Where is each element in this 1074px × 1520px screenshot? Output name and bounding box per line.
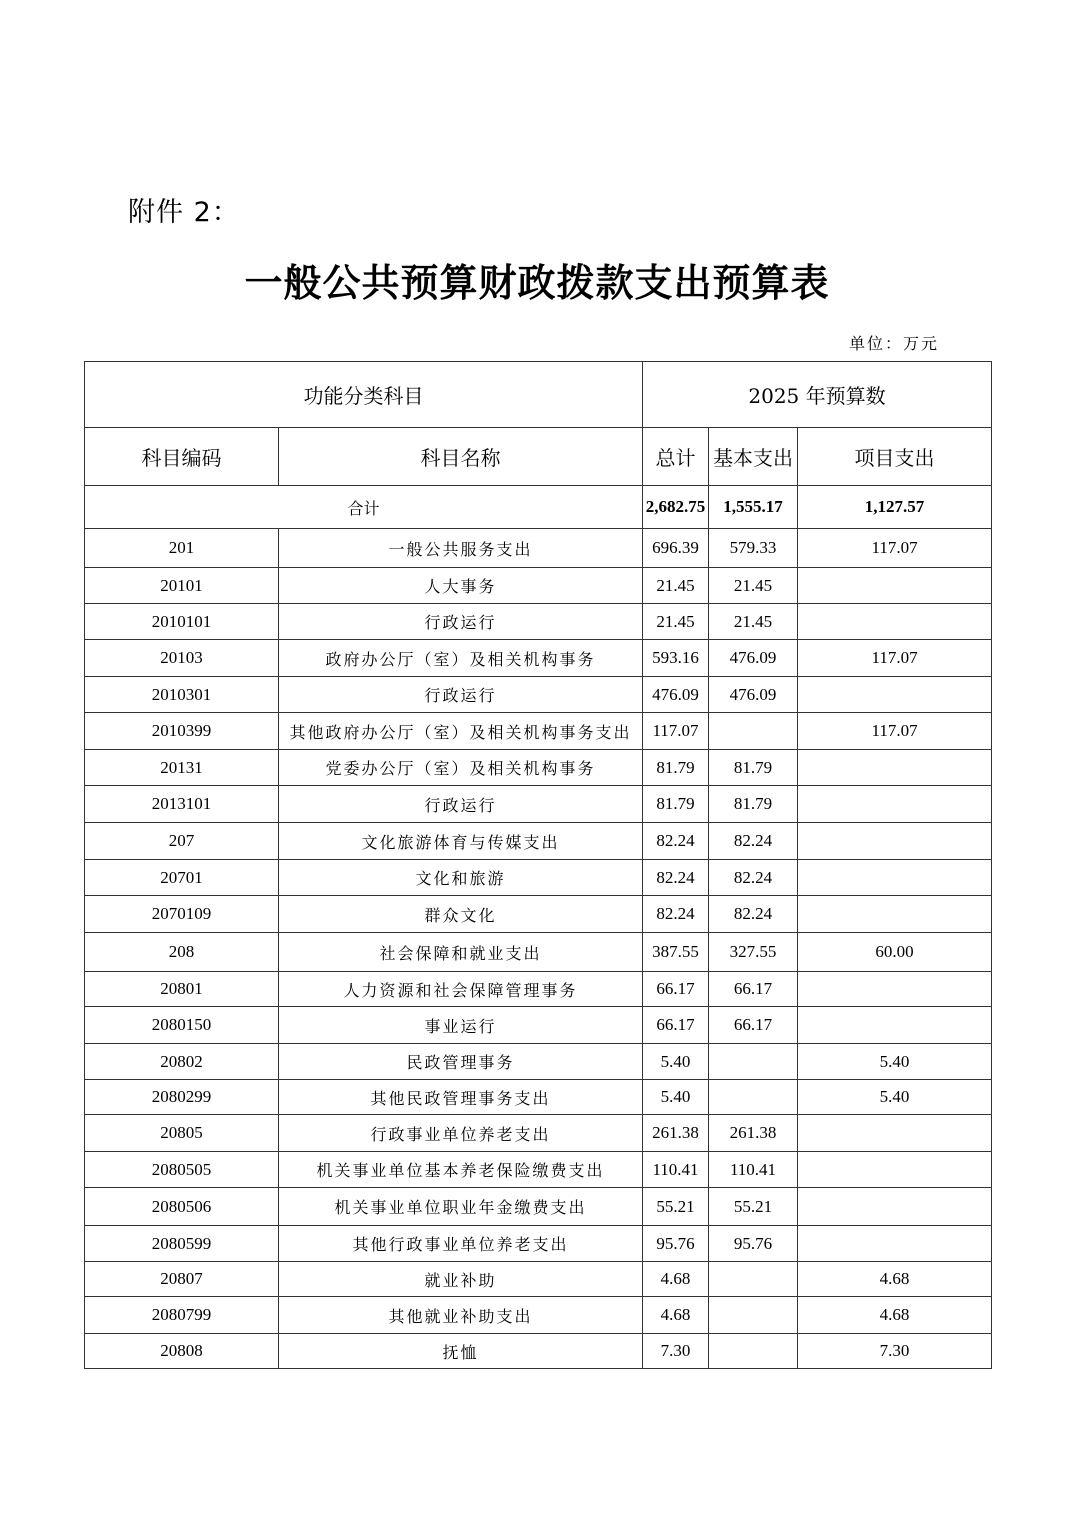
row-code: 2013101	[85, 786, 279, 823]
row-code: 2010399	[85, 713, 279, 750]
table-row	[85, 1007, 992, 1044]
table-row	[85, 933, 992, 972]
row-project	[798, 604, 992, 640]
row-total: 593.16	[643, 640, 709, 677]
row-project	[798, 1188, 992, 1226]
page-title: 一般公共预算财政拨款支出预算表	[244, 260, 830, 305]
row-total: 66.17	[643, 1007, 709, 1044]
row-total: 55.21	[643, 1188, 709, 1226]
row-total: 81.79	[643, 750, 709, 786]
total-total: 2,682.75	[643, 486, 709, 529]
row-code: 20131	[85, 750, 279, 786]
table-row	[85, 604, 992, 640]
row-project	[798, 1115, 992, 1152]
header-name: 科目名称	[279, 428, 643, 486]
row-name: 机关事业单位基本养老保险缴费支出	[279, 1152, 643, 1188]
row-basic: 81.79	[709, 750, 798, 786]
row-code: 2010301	[85, 677, 279, 713]
row-total: 696.39	[643, 529, 709, 568]
table-row	[85, 1188, 992, 1226]
row-code: 2080150	[85, 1007, 279, 1044]
row-project: 4.68	[798, 1262, 992, 1297]
row-name: 其他行政事业单位养老支出	[279, 1226, 643, 1262]
row-name: 机关事业单位职业年金缴费支出	[279, 1188, 643, 1226]
row-basic: 82.24	[709, 896, 798, 933]
table-row	[85, 860, 992, 896]
row-name: 就业补助	[279, 1262, 643, 1297]
row-project: 5.40	[798, 1080, 992, 1115]
row-name: 社会保障和就业支出	[279, 933, 643, 972]
row-project	[798, 972, 992, 1007]
table-row	[85, 1226, 992, 1262]
row-name: 党委办公厅（室）及相关机构事务	[279, 750, 643, 786]
row-code: 2080299	[85, 1080, 279, 1115]
row-code: 20805	[85, 1115, 279, 1152]
unit-label: 单位：万元	[849, 334, 940, 353]
row-basic: 110.41	[709, 1152, 798, 1188]
row-project	[798, 1007, 992, 1044]
table-row	[85, 1334, 992, 1369]
row-name: 人大事务	[279, 568, 643, 604]
row-project: 60.00	[798, 933, 992, 972]
row-code: 20103	[85, 640, 279, 677]
row-project	[798, 568, 992, 604]
row-name: 政府办公厅（室）及相关机构事务	[279, 640, 643, 677]
row-code: 20808	[85, 1334, 279, 1369]
row-name: 民政管理事务	[279, 1044, 643, 1080]
row-code: 2010101	[85, 604, 279, 640]
row-total: 95.76	[643, 1226, 709, 1262]
row-basic	[709, 1262, 798, 1297]
row-total: 387.55	[643, 933, 709, 972]
table-row	[85, 972, 992, 1007]
row-total: 5.40	[643, 1044, 709, 1080]
row-code: 2070109	[85, 896, 279, 933]
row-code: 20801	[85, 972, 279, 1007]
total-row	[85, 486, 992, 529]
row-code: 207	[85, 823, 279, 860]
row-basic: 82.24	[709, 860, 798, 896]
row-basic: 66.17	[709, 972, 798, 1007]
row-name: 其他就业补助支出	[279, 1297, 643, 1334]
table-row	[85, 750, 992, 786]
row-total: 82.24	[643, 896, 709, 933]
header-basic: 基本支出	[709, 428, 798, 486]
table-row	[85, 896, 992, 933]
row-basic: 327.55	[709, 933, 798, 972]
header-budget-year: 2025 年预算数	[643, 362, 992, 428]
row-project: 117.07	[798, 529, 992, 568]
row-code: 201	[85, 529, 279, 568]
header-code: 科目编码	[85, 428, 279, 486]
row-basic	[709, 713, 798, 750]
budget-table	[84, 361, 992, 1369]
table-row	[85, 1080, 992, 1115]
row-basic: 476.09	[709, 677, 798, 713]
header-total: 总计	[643, 428, 709, 486]
table-row	[85, 713, 992, 750]
table-row	[85, 529, 992, 568]
row-project	[798, 860, 992, 896]
row-name: 文化旅游体育与传媒支出	[279, 823, 643, 860]
row-name: 文化和旅游	[279, 860, 643, 896]
total-basic: 1,555.17	[709, 486, 798, 529]
header-row-2	[85, 428, 992, 486]
row-basic: 476.09	[709, 640, 798, 677]
table-row	[85, 823, 992, 860]
row-total: 5.40	[643, 1080, 709, 1115]
row-total: 476.09	[643, 677, 709, 713]
row-project	[798, 1152, 992, 1188]
row-project	[798, 677, 992, 713]
row-basic: 21.45	[709, 604, 798, 640]
row-name: 群众文化	[279, 896, 643, 933]
row-basic: 55.21	[709, 1188, 798, 1226]
row-name: 一般公共服务支出	[279, 529, 643, 568]
row-basic: 95.76	[709, 1226, 798, 1262]
row-name: 其他政府办公厅（室）及相关机构事务支出	[279, 713, 643, 750]
row-name: 行政运行	[279, 604, 643, 640]
table-row	[85, 1115, 992, 1152]
row-basic: 261.38	[709, 1115, 798, 1152]
row-code: 2080506	[85, 1188, 279, 1226]
table-row	[85, 1262, 992, 1297]
row-basic	[709, 1044, 798, 1080]
row-project	[798, 1226, 992, 1262]
table-row	[85, 568, 992, 604]
row-total: 261.38	[643, 1115, 709, 1152]
row-project	[798, 823, 992, 860]
row-total: 4.68	[643, 1262, 709, 1297]
row-code: 20101	[85, 568, 279, 604]
row-name: 人力资源和社会保障管理事务	[279, 972, 643, 1007]
row-project: 117.07	[798, 640, 992, 677]
row-total: 81.79	[643, 786, 709, 823]
row-total: 66.17	[643, 972, 709, 1007]
table-row	[85, 786, 992, 823]
table-row	[85, 677, 992, 713]
row-code: 20701	[85, 860, 279, 896]
row-code: 2080799	[85, 1297, 279, 1334]
row-total: 4.68	[643, 1297, 709, 1334]
row-total: 21.45	[643, 604, 709, 640]
row-name: 行政运行	[279, 786, 643, 823]
row-code: 20807	[85, 1262, 279, 1297]
total-project: 1,127.57	[798, 486, 992, 529]
row-total: 7.30	[643, 1334, 709, 1369]
row-total: 110.41	[643, 1152, 709, 1188]
row-code: 2080505	[85, 1152, 279, 1188]
attachment-label: 附件 2：	[128, 197, 240, 228]
table-row	[85, 1297, 992, 1334]
row-basic: 21.45	[709, 568, 798, 604]
row-project: 117.07	[798, 713, 992, 750]
row-code: 20802	[85, 1044, 279, 1080]
row-basic: 82.24	[709, 823, 798, 860]
table-row	[85, 1152, 992, 1188]
row-project: 5.40	[798, 1044, 992, 1080]
row-name: 行政事业单位养老支出	[279, 1115, 643, 1152]
row-basic	[709, 1297, 798, 1334]
row-code: 2080599	[85, 1226, 279, 1262]
row-name: 事业运行	[279, 1007, 643, 1044]
row-name: 行政运行	[279, 677, 643, 713]
total-label: 合计	[85, 486, 643, 529]
row-basic	[709, 1334, 798, 1369]
table-row	[85, 1044, 992, 1080]
row-project: 4.68	[798, 1297, 992, 1334]
header-project: 项目支出	[798, 428, 992, 486]
row-total: 117.07	[643, 713, 709, 750]
row-total: 21.45	[643, 568, 709, 604]
row-code: 208	[85, 933, 279, 972]
row-project	[798, 750, 992, 786]
row-total: 82.24	[643, 823, 709, 860]
row-project	[798, 896, 992, 933]
row-basic: 66.17	[709, 1007, 798, 1044]
row-basic: 81.79	[709, 786, 798, 823]
row-project: 7.30	[798, 1334, 992, 1369]
row-basic	[709, 1080, 798, 1115]
row-name: 其他民政管理事务支出	[279, 1080, 643, 1115]
row-project	[798, 786, 992, 823]
table-row	[85, 640, 992, 677]
row-total: 82.24	[643, 860, 709, 896]
row-basic: 579.33	[709, 529, 798, 568]
header-category: 功能分类科目	[85, 362, 643, 428]
header-row-1	[85, 362, 992, 428]
row-name: 抚恤	[279, 1334, 643, 1369]
